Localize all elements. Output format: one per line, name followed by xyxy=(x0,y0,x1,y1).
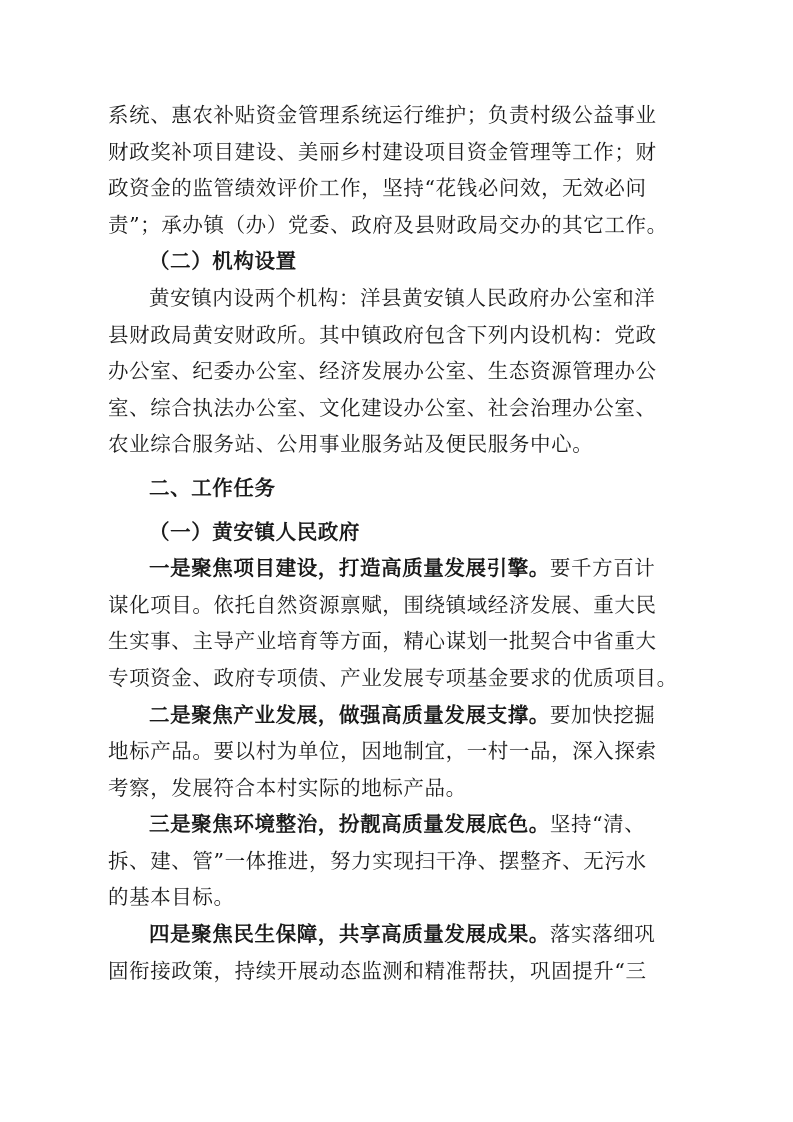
body-line: 办公室、纪委办公室、经济发展办公室、生态资源管理办公 xyxy=(108,359,657,384)
body-line: 固衔接政策，持续开展动态监测和精准帮扶，巩固提升“三 xyxy=(108,958,647,983)
section-heading-work-tasks: 二、工作任务 xyxy=(149,475,276,500)
body-line: 责”；承办镇（办）党委、政府及县财政局交办的其它工作。 xyxy=(108,212,668,237)
task-1-heading: 一是聚焦项目建设，打造高质量发展引擎。 xyxy=(149,556,550,581)
task-line xyxy=(108,550,688,587)
body-line: 谋化项目。依托自然资源禀赋，围绕镇域经济发展、重大民 xyxy=(108,592,657,617)
section-heading-org-setup: （二）机构设置 xyxy=(149,249,297,274)
body-line: 农业综合服务站、公用事业服务站及便民服务中心。 xyxy=(108,432,594,457)
body-line: 系统、惠农补贴资金管理系统运行维护；负责村级公益事业 xyxy=(108,103,657,127)
body-line: 政资金的监管绩效评价工作，坚持“花钱必问效，无效必问 xyxy=(108,176,647,201)
body-line: 考察，发展符合本村实际的地标产品。 xyxy=(108,775,467,800)
body-line: 的基本目标。 xyxy=(108,885,235,910)
document-body xyxy=(108,97,688,989)
body-line: 专项资金、政府专项债、产业发展专项基金要求的优质项目。 xyxy=(108,665,678,690)
task-3-heading: 三是聚焦环境整治，扮靓高质量发展底色。 xyxy=(149,812,550,837)
body-line: 财政奖补项目建设、美丽乡村建设项目资金管理等工作；财 xyxy=(108,139,657,164)
body-line: 室、综合执法办公室、文化建设办公室、社会治理办公室、 xyxy=(108,395,657,420)
body-line: 生实事、主导产业培育等方面，精心谋划一批契合中省重大 xyxy=(108,629,657,654)
body-line: 县财政局黄安财政所。其中镇政府包含下列内设机构：党政 xyxy=(108,322,657,347)
task-line xyxy=(108,916,688,953)
body-line: 黄安镇内设两个机构：洋县黄安镇人民政府办公室和洋 xyxy=(149,285,656,310)
task-1-text: 要千方百计 xyxy=(549,556,656,581)
task-2-text: 要加快挖掘 xyxy=(549,702,656,727)
subsection-heading-town-government: （一）黄安镇人民政府 xyxy=(149,519,360,544)
task-2-heading: 二是聚焦产业发展，做强高质量发展支撑。 xyxy=(149,702,550,727)
task-line xyxy=(108,806,688,843)
body-line: 拆、建、管”一体推进，努力实现扫干净、摆整齐、无污水 xyxy=(108,848,647,873)
task-3-text: 坚持“清、 xyxy=(549,812,646,837)
task-line xyxy=(108,697,688,734)
body-line: 地标产品。要以村为单位，因地制宜，一村一品，深入探索 xyxy=(108,739,657,764)
task-4-text: 落实落细巩 xyxy=(549,922,656,947)
task-4-heading: 四是聚焦民生保障，共享高质量发展成果。 xyxy=(149,922,550,947)
